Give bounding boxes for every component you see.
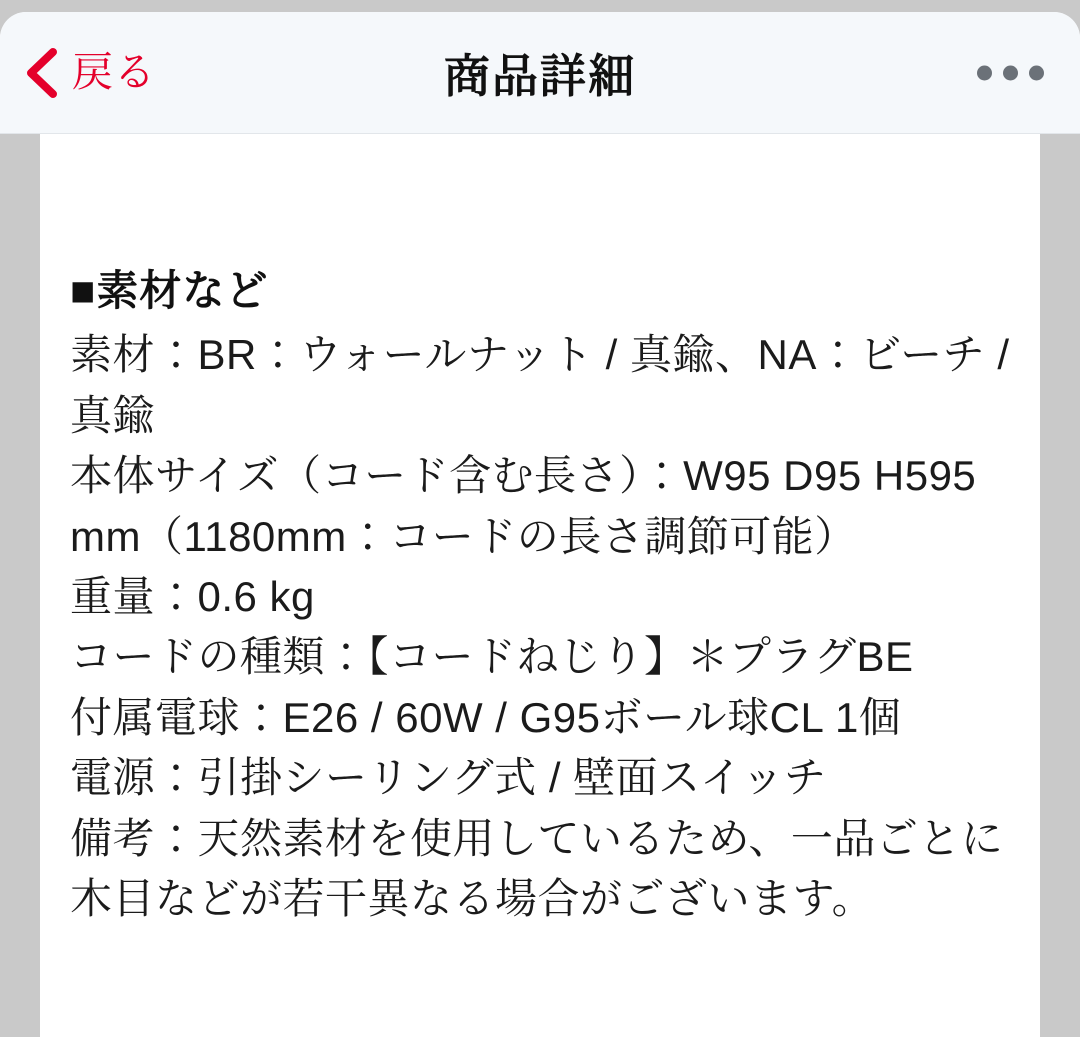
more-horizontal-icon[interactable] (977, 65, 1044, 80)
content-area (0, 134, 1080, 1037)
spec-line: 本体サイズ（コード含む長さ）：W95 D95 H595mm（1180mm：コードの長さ調節可能） (70, 452, 977, 560)
back-button[interactable] (24, 48, 156, 98)
app-window (0, 12, 1080, 1037)
more-dot (1003, 65, 1018, 80)
spec-line: 付属電球：E26 / 60W / G95ボール球CL 1個 (70, 693, 902, 741)
spec-line: 素材：BR：ウォールナット / 真鍮、NA：ビーチ / 真鍮 (70, 331, 1010, 439)
spec-line: コードの種類：【コードねじり】＊プラグBE (70, 633, 914, 681)
back-button-label: 戻る (72, 49, 156, 95)
more-dot (1029, 65, 1044, 80)
navigation-bar (0, 12, 1080, 134)
chevron-left-icon (24, 48, 58, 98)
spec-section-heading: ■素材など (70, 267, 269, 314)
page-title: 商品詳細 (444, 49, 636, 102)
spec-line: 備考：天然素材を使用しているため、一品ごとに木目などが若干異なる場合がございます。 (70, 814, 1004, 923)
product-detail-card (40, 134, 1040, 1037)
spec-line: 電源：引掛シーリング式 / 壁面スイッチ (70, 754, 827, 802)
more-dot (977, 65, 992, 80)
spec-line: 重量：0.6 kg (70, 572, 315, 620)
